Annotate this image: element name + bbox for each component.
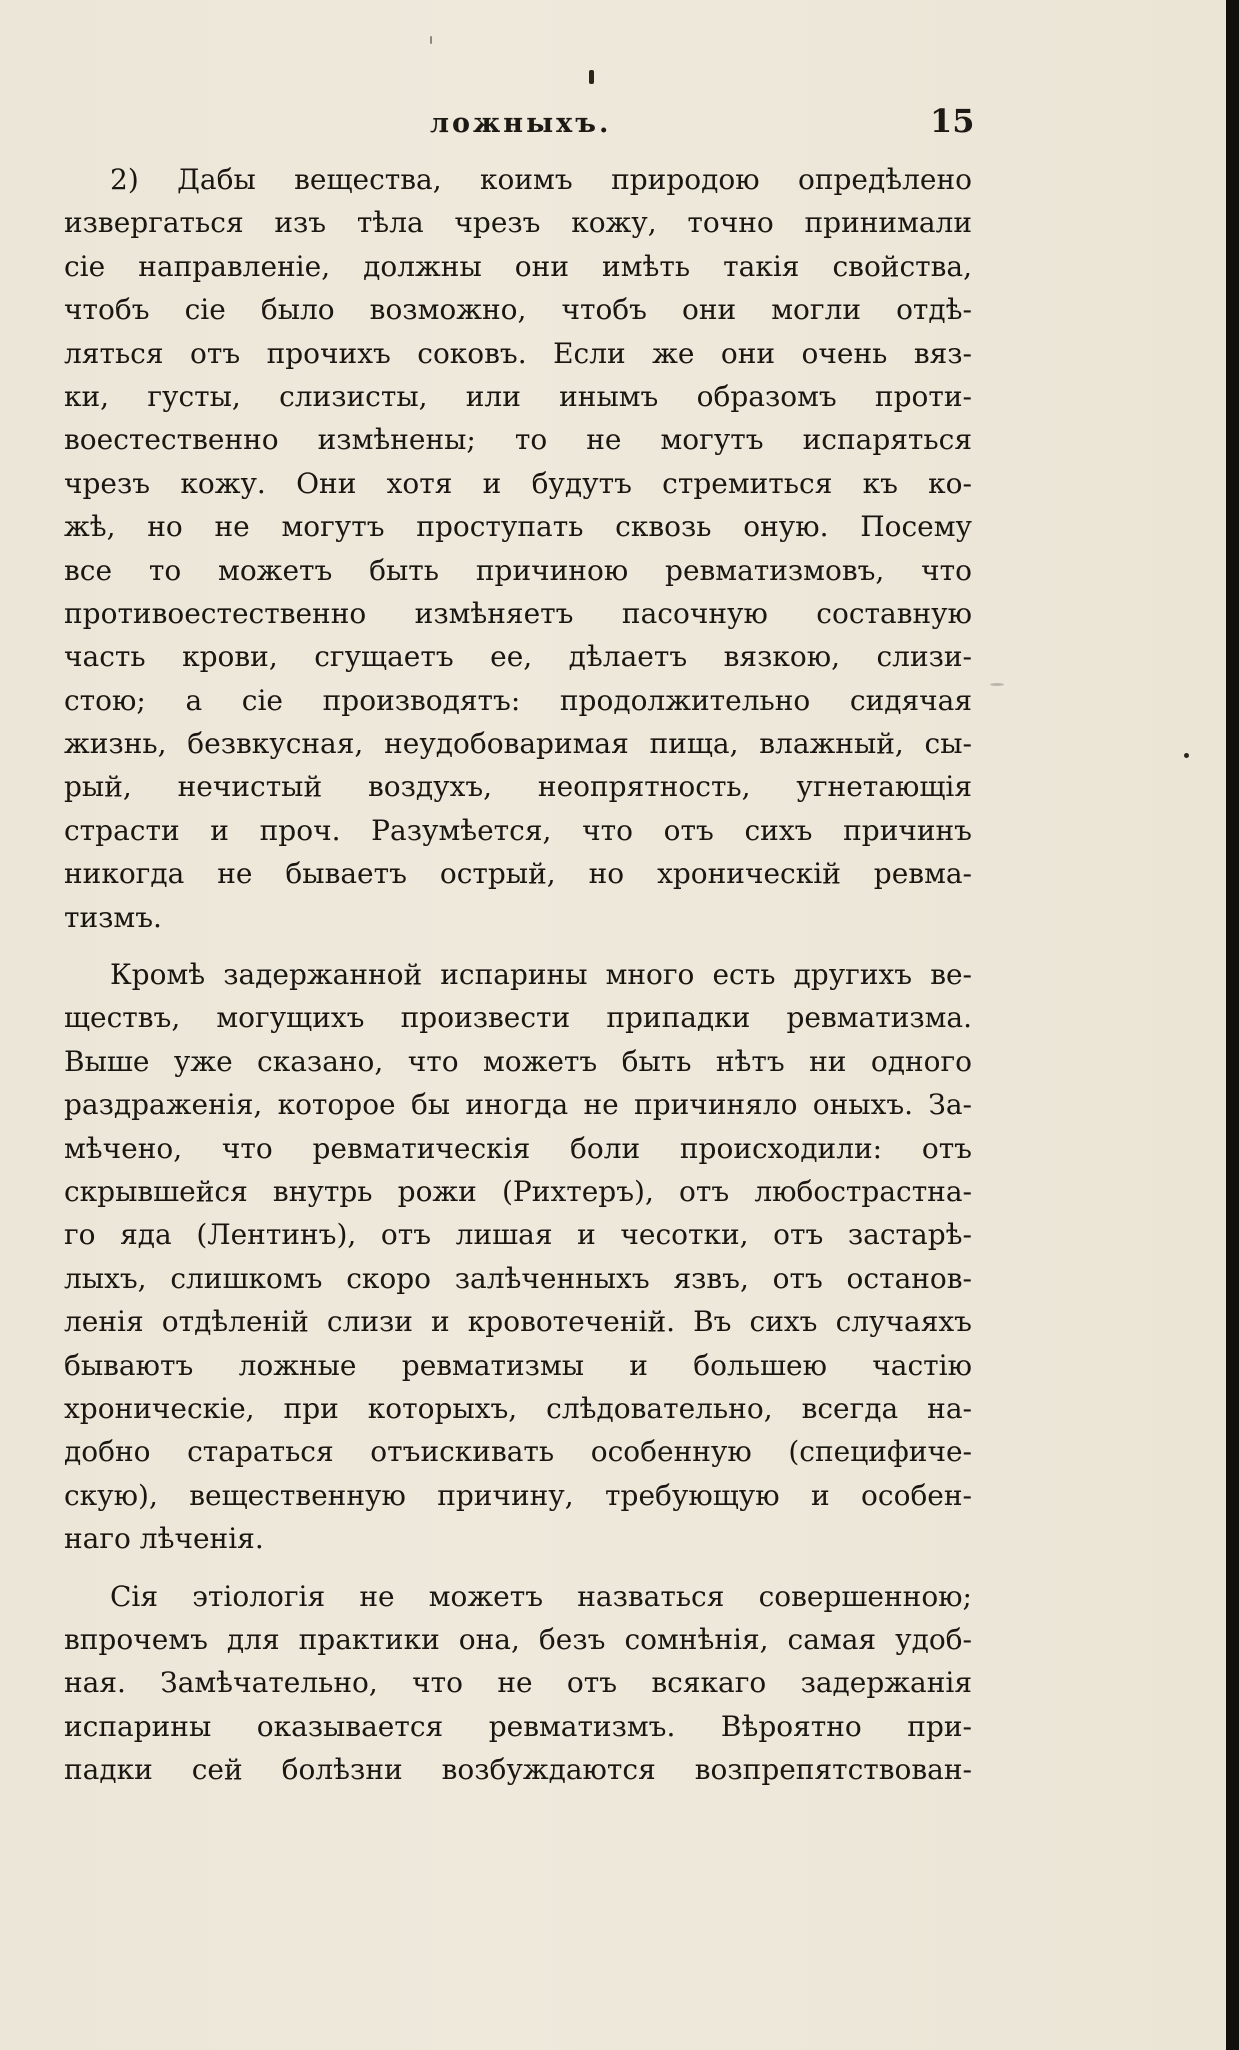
text-line: го яда (Лентинъ), отъ лишая и чесотки, отъ застарѣ- (64, 1218, 972, 1252)
text-line: впрочемъ для практики она, безъ сомнѣнія, самая удоб- (64, 1622, 972, 1656)
text-line: воестественно измѣнены; то не могутъ испаряться (64, 423, 972, 457)
text-line: мѣчено, что ревматическія боли происходили: отъ (64, 1131, 972, 1165)
text-line: бываютъ ложные ревматизмы и большею частію (64, 1348, 972, 1382)
text-line: наго лѣченія. (64, 1522, 264, 1556)
running-head (0, 98, 1000, 142)
text-line: лыхъ, слишкомъ скоро залѣченныхъ язвъ, отъ останов- (64, 1261, 972, 1295)
text-line: падки сей болѣзни возбуждаются возпрепятствован- (64, 1753, 972, 1787)
text-line: скрывшейся внутрь рожи (Рихтеръ), отъ любострастна- (64, 1174, 972, 1208)
text-line: ляться отъ прочихъ соковъ. Если же они очень вяз- (64, 336, 972, 370)
text-line: 2) Дабы вещества, коимъ природою опредѣлено (110, 163, 972, 196)
ink-speck (430, 36, 432, 44)
text-line: рый, нечистый воздухъ, неопрятность, угнетающія (64, 770, 972, 804)
text-line: испарины оказывается ревматизмъ. Вѣроятно при- (64, 1709, 972, 1743)
text-line: ществъ, могущихъ произвести припадки ревматизма. (64, 1001, 972, 1035)
text-line: часть крови, сгущаетъ ее, дѣлаетъ вязкою, слизи- (64, 640, 972, 674)
text-line: жѣ, но не могутъ проступать сквозь оную. Посему (64, 510, 972, 544)
ink-speck (589, 70, 594, 84)
page-number: 15 (930, 102, 975, 140)
text-line: Выше уже сказано, что можетъ быть нѣтъ ни одного (64, 1044, 972, 1078)
paragraph-2 (64, 953, 972, 1560)
ink-speck (1184, 753, 1189, 758)
text-line: стою; а сіе производятъ: продолжительно сидячая (64, 683, 972, 717)
text-line: ки, густы, слизисты, или инымъ образомъ проти- (64, 379, 972, 413)
text-line: ная. Замѣчательно, что не отъ всякаго задержанія (64, 1666, 972, 1700)
running-title: ложныхъ. (430, 108, 612, 139)
text-line: все то можетъ быть причиною ревматизмовъ, что (64, 553, 972, 587)
binding-edge (1226, 0, 1239, 2050)
text-line: ленія отдѣленій слизи и кровотеченій. Въ сихъ случаяхъ (64, 1305, 972, 1339)
paragraph-1 (64, 158, 972, 939)
text-line: страсти и проч. Разумѣется, что отъ сихъ причинъ (64, 813, 972, 847)
ink-speck (990, 683, 1004, 686)
text-line: чрезъ кожу. Они хотя и будутъ стремиться къ ко- (64, 466, 972, 500)
text-line: чтобъ сіе было возможно, чтобъ они могли отдѣ- (64, 293, 972, 327)
text-line: сіе направленіе, должны они имѣть такія свойства, (64, 249, 972, 283)
text-line: Кромѣ задержанной испарины много есть другихъ ве- (110, 958, 972, 992)
text-line: добно стараться отъискивать особенную (специфиче- (64, 1435, 972, 1469)
text-line: жизнь, безвкусная, неудобоваримая пища, влажный, сы- (64, 727, 972, 761)
text-line: скую), вещественную причину, требующую и особен- (64, 1478, 972, 1512)
paragraph-3 (64, 1575, 972, 1792)
text-line: хроническіе, при которыхъ, слѣдовательно, всегда на- (64, 1391, 972, 1425)
body-text (64, 158, 972, 1805)
text-line: никогда не бываетъ острый, но хроническій ревма- (64, 857, 972, 891)
text-line: раздраженія, которое бы иногда не причиняло оныхъ. За- (64, 1088, 972, 1122)
text-line: Сія этіологія не можетъ назваться совершенною; (110, 1579, 972, 1613)
text-line: извергаться изъ тѣла чрезъ кожу, точно принимали (64, 206, 972, 240)
text-line: противоестественно измѣняетъ пасочную составную (64, 596, 972, 630)
text-line: тизмъ. (64, 900, 162, 934)
